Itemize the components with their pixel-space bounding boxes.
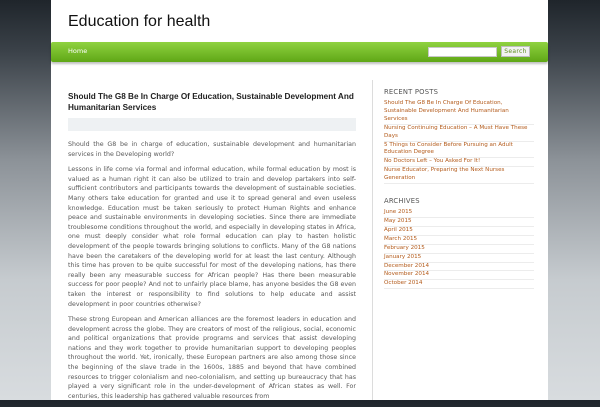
- archive-link[interactable]: April 2015: [384, 227, 534, 236]
- archives-list: [384, 209, 534, 289]
- recent-posts-heading: RECENT POSTS: [384, 88, 439, 96]
- archive-link[interactable]: October 2014: [384, 280, 534, 289]
- page-container: [51, 0, 548, 400]
- post-paragraph: Should the G8 be in charge of education, sustainable development and humanitarian services in the Developing world?: [68, 141, 356, 158]
- search-button[interactable]: Search: [501, 46, 530, 57]
- archive-link[interactable]: December 2014: [384, 263, 534, 272]
- nav-bar: [51, 42, 548, 62]
- main-content: [68, 91, 356, 407]
- archive-link[interactable]: June 2015: [384, 209, 534, 218]
- site-header: [51, 0, 548, 40]
- recent-post-link[interactable]: Should The G8 Be In Charge Of Education, Sustainable Development And Humanitarian Services: [384, 100, 534, 125]
- post-body: [68, 140, 356, 401]
- post-paragraph: Lessons in life come via formal and informal education, while formal education by most is valued as a human right it can also be utilized to train and develop partakers into self-sufficient contributors and participants towards the development of sustainable societies. Many others take education for granted and use it to spread general and even useless knowledge. Education must be taken seriously to protect Human Rights and enhance peace and sustainable environments in developing societies. Since there are immediate troublesome conditions throughout the world, and especially in developing states in Africa, one must deeply consider what role formal education can play to hasten holistic development of the people towards bringing solutions to conflicts. Many of the G8 nations have been the caretakers of the developing world for at least the last century. Although this time has proven to be quite successful for most of the developing nations, has there really been any measurable success for African people? Has there been measurable success for poor people? And not to unfairly place blame, has anyone besides the G8 even taken the interest or responsibility to find solutions to help educate and assist development in poor countries otherwise?: [68, 166, 356, 308]
- recent-posts-widget: [384, 88, 534, 184]
- post-meta-bar: [68, 118, 356, 131]
- recent-post-link[interactable]: No Doctors Left – You Asked For It!: [384, 158, 534, 167]
- archive-link[interactable]: March 2015: [384, 236, 534, 245]
- archives-widget: [384, 197, 534, 289]
- recent-post-link[interactable]: 5 Things to Consider Before Pursuing an Adult Education Degree: [384, 142, 534, 159]
- archive-link[interactable]: February 2015: [384, 245, 534, 254]
- post-paragraph: These strong European and American alliances are the foremost leaders in education and development across the globe. They are creators of most of the religious, social, economic and political organizations that provide programs and services that assist developing nations and they work together to provide humanitarian support to developing peoples throughout the world. Yet, ironically, these European partners are also among those since the beginning of the slave trade in the 1600s, 1885 and beyond that have combined resources to trigger colonialism and neo-colonialism, and setting up bureaucracy that has played a very significant role in the under-development of African states as well. For centuries, this leadership has gathered valuable resources from: [68, 316, 356, 400]
- recent-post-link[interactable]: Nursing Continuing Education – A Must Have These Days: [384, 125, 534, 142]
- nav-item-home[interactable]: Home: [68, 47, 88, 55]
- archive-link[interactable]: November 2014: [384, 271, 534, 280]
- recent-posts-list: [384, 100, 534, 184]
- site-title[interactable]: Education for health: [68, 13, 211, 30]
- archive-link[interactable]: May 2015: [384, 218, 534, 227]
- column-divider: [372, 80, 373, 400]
- recent-post-link[interactable]: Nurse Educator, Preparing the Next Nurses Generation: [384, 167, 534, 184]
- sidebar: [384, 88, 534, 289]
- search-input[interactable]: [428, 47, 497, 57]
- archive-link[interactable]: January 2015: [384, 254, 534, 263]
- archives-heading: ARCHIVES: [384, 197, 420, 206]
- post-title[interactable]: Should The G8 Be In Charge Of Education, Sustainable Development And Humanitarian Services: [68, 92, 354, 112]
